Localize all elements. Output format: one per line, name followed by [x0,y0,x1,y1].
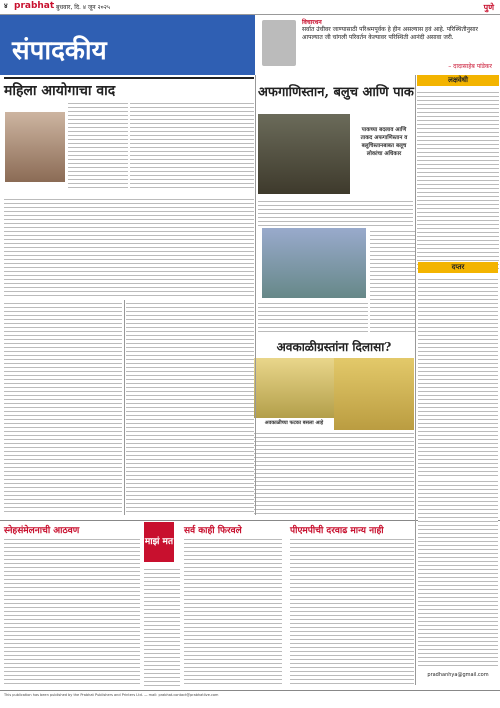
right-box-heading: दप्तर [418,262,498,273]
quote-author: – दादासाहेब पांडेकर [448,63,492,70]
afghan-photo [258,114,350,194]
drought-photo [254,358,334,418]
middle-column-text [126,300,254,515]
quote-text: सर्वात उंचीवर जाण्यासाठी परिश्रमपूर्वक हे हीन असल्यास हवं आहे. परिस्थितीनुसार आपल्यात जी चांगली परिवर्तन केल्यावर परिस्थिती आनंदी असावा जरी. [302,26,478,41]
right-sidebar-top [417,75,499,269]
page-number: ४ [4,2,8,10]
right-sidebar-body [417,89,499,269]
drought-subhead: अवकाळीच्या फटका बसला आहे [264,420,324,426]
afghan-photo-2 [262,228,366,298]
bottom-article-2-body [144,566,180,686]
editorial-banner [0,15,255,75]
bottom-article-1-heading: स्नेहसंमेलनाची आठवण [4,526,80,536]
issue-date: बुधवार, दि. ४ जून २०२५ [56,4,111,11]
drought-heading: अवकाळीग्रस्तांना दिलासा? [276,340,392,354]
column-rule-2 [415,75,416,685]
main-editorial-heading: महिला आयोगाचा वाद [4,77,254,100]
edition-city: पुणे [483,3,494,12]
banner-title: संपादकीय [12,36,107,66]
author-photo [5,112,65,182]
bottom-article-3-heading: सर्व काही फिरवले [184,526,242,536]
bottom-article-4-body [290,536,414,686]
quote-block [262,18,494,73]
right-bottom-body [418,478,498,668]
footer-imprint: This publication has been published by the Prabhat Publishers and Printers Ltd. — mail: prabhat.contact@prabhatlive.com [0,690,500,708]
bottom-article-1-body [4,536,140,686]
bottom-article-3-body [184,536,282,686]
left-column-text [4,300,122,515]
bottom-article-4-heading: पीएमपीची दरवाढ मान्य नाही [290,526,384,536]
main-editorial-body-2 [130,100,254,190]
afghan-heading: अफगाणिस्तान, बलुच आणि पाक [258,85,414,100]
maza-mat-box: माझं मत [144,522,174,562]
quote-label: विचारधन [302,19,322,26]
right-box [418,262,498,472]
afghan-body [258,198,413,226]
main-editorial-body [68,100,128,190]
afghan-body-2 [370,228,415,333]
afghan-subhead: पाकच्या बदलाव आणि ताकद अफगाणिस्तान व बलुचिस्तानबाबत बलूच लोकांचा अधिकार [360,127,408,157]
top-bar [0,0,500,15]
right-box-body [418,276,498,476]
brand-logo: prabhat [14,1,55,11]
main-editorial-body-3 [4,196,254,296]
afghan-body-3 [258,300,368,334]
column-rule-3 [124,300,125,515]
right-sidebar-heading: लक्षवेधी [417,75,499,86]
column-rule [255,75,256,515]
drought-body [254,430,414,516]
author-portrait [262,20,296,66]
contact-email[interactable]: pradhanhya@gmail.com [427,672,489,678]
